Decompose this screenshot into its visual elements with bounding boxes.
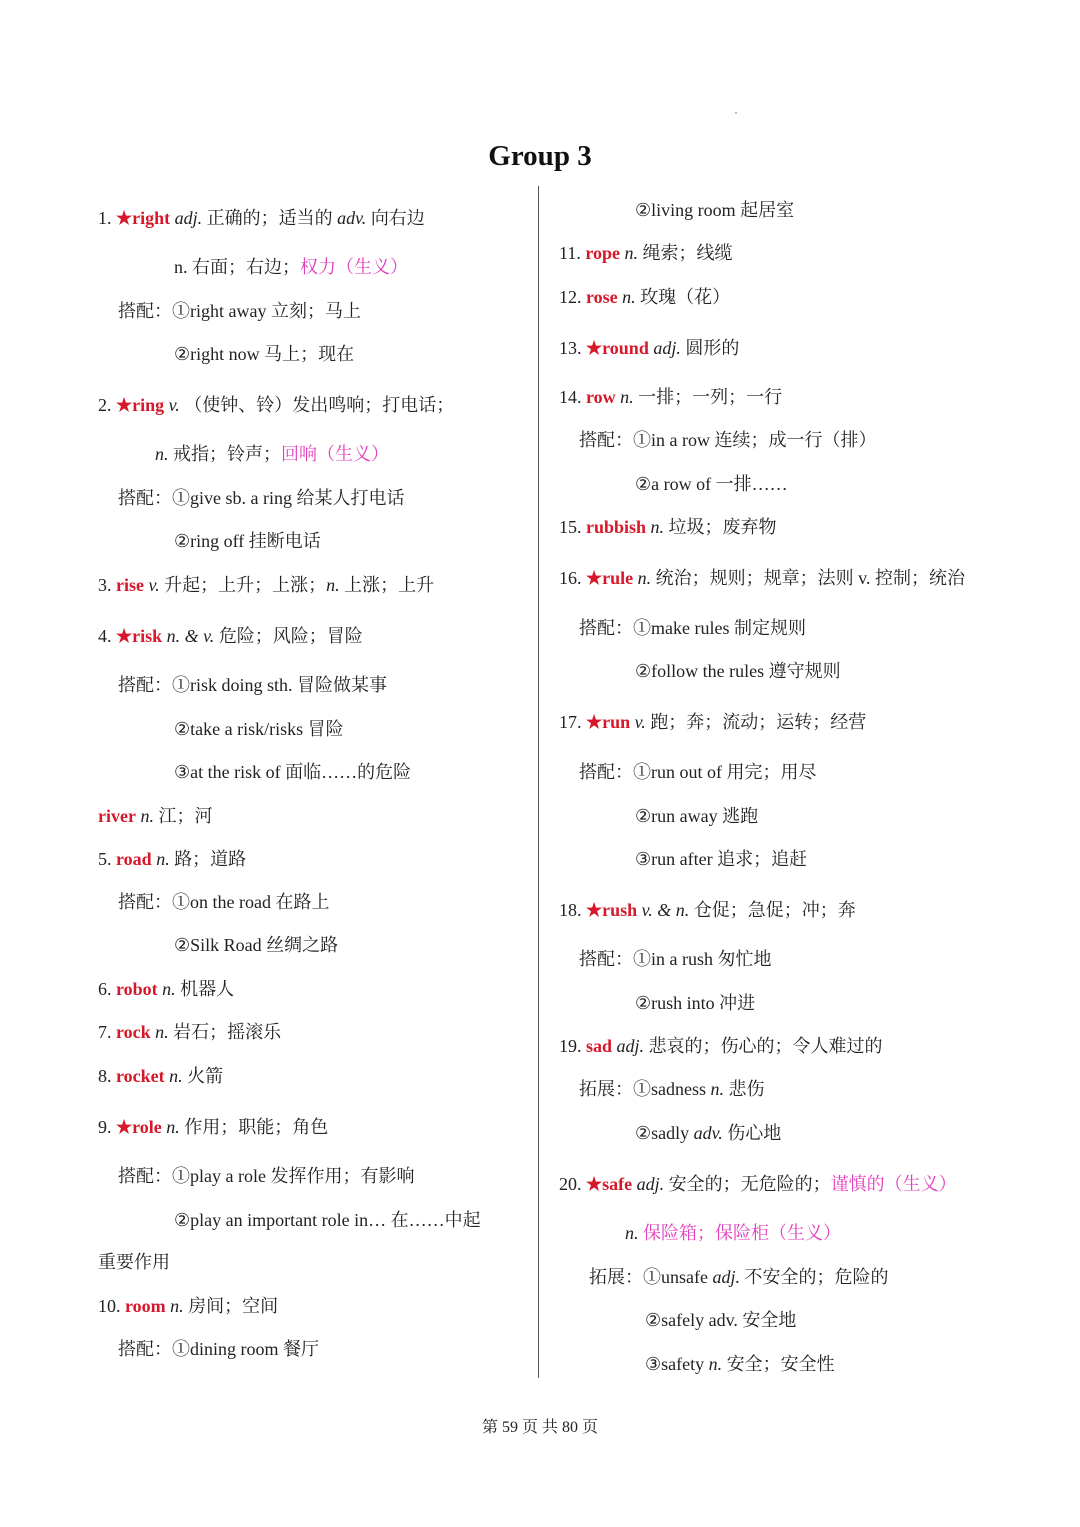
part-of-speech: v.	[630, 712, 646, 732]
headword: ★ring	[116, 395, 165, 415]
part-of-speech: adj.	[712, 1267, 740, 1287]
headword: rocket	[116, 1066, 165, 1086]
vocab-line	[635, 804, 758, 828]
vocab-line	[589, 1265, 889, 1289]
line-text: 悲哀的；伤心的；令人难过的	[644, 1036, 883, 1056]
headword: ★safe	[586, 1174, 633, 1194]
part-of-speech: v.	[143, 575, 160, 595]
headword: road	[116, 849, 152, 869]
part-of-speech: n.	[155, 444, 169, 464]
part-of-speech: n.	[625, 1223, 639, 1243]
vocab-line	[635, 659, 841, 683]
headword: rise	[116, 575, 144, 595]
line-text: ②a row of 一排……	[635, 474, 788, 494]
line-text: 搭配：①in a rush 匆忙地	[579, 949, 772, 969]
line-text: ②rush into 冲进	[635, 993, 756, 1013]
vocab-line	[559, 241, 733, 265]
line-text: n. 右面；右边；	[174, 257, 300, 277]
part-of-speech: v.	[164, 395, 180, 415]
line-text: ③at the risk of 面临……的危险	[174, 762, 412, 782]
line-text: ②living room 起居室	[635, 200, 795, 220]
line-text: 搭配：①dining room 餐厅	[118, 1339, 319, 1359]
extended-meaning: 权力（生义）	[300, 257, 408, 277]
line-text: ②play an important role in… 在……中起	[174, 1210, 481, 1230]
line-text: 6.	[98, 979, 116, 999]
vocab-line	[635, 472, 788, 496]
vocab-line	[579, 428, 876, 452]
line-text: 安全；安全性	[722, 1354, 835, 1374]
part-of-speech: adv.	[693, 1123, 723, 1143]
line-text: ②follow the rules 遵守规则	[635, 661, 841, 681]
part-of-speech: adj.	[612, 1036, 645, 1056]
line-text: ②take a risk/risks 冒险	[174, 719, 344, 739]
vocab-line	[559, 336, 739, 360]
vocab-line	[579, 760, 817, 784]
part-of-speech: adj.	[648, 338, 681, 358]
part-of-speech: n.	[135, 806, 154, 826]
line-text: 拓展：①sadness	[579, 1079, 711, 1099]
line-text: 危险；风险；冒险	[214, 626, 363, 646]
line-text: ②sadly	[635, 1123, 694, 1143]
line-text: 跑；奔；流动；运转；经营	[645, 712, 867, 732]
line-text: 一排；一列；一行	[633, 387, 783, 407]
line-text: 统治；规则；规章；法则 v. 控制；统治	[651, 568, 965, 588]
line-text: 3.	[98, 575, 116, 595]
part-of-speech: v. & n.	[637, 900, 690, 920]
vocab-line	[559, 1034, 883, 1058]
headword: ★run	[586, 712, 631, 732]
line-text: 岩石；摇滚乐	[168, 1022, 282, 1042]
vocab-line	[559, 898, 856, 922]
part-of-speech: n.	[615, 387, 634, 407]
part-of-speech: adj.	[632, 1174, 665, 1194]
line-text: 路；道路	[169, 849, 247, 869]
line-text: 搭配：①give sb. a ring 给某人打电话	[118, 488, 405, 508]
vocab-line	[645, 1308, 796, 1332]
vocab-line	[559, 515, 777, 539]
headword: rose	[586, 287, 618, 307]
headword: ★right	[116, 208, 171, 228]
vocab-line	[559, 566, 965, 590]
part-of-speech: n.	[165, 1296, 184, 1316]
line-text: 13.	[559, 338, 586, 358]
line-text: 搭配：①make rules 制定规则	[579, 618, 806, 638]
line-text: 重要作用	[98, 1252, 170, 1272]
vocab-line	[579, 616, 806, 640]
extended-meaning: 保险箱；保险柜（生义）	[643, 1223, 841, 1243]
line-text: 7.	[98, 1022, 116, 1042]
vocab-line	[559, 710, 866, 734]
extended-meaning: 谨慎的（生义）	[830, 1174, 957, 1194]
vocab-line	[559, 285, 730, 309]
line-text: 12.	[559, 287, 586, 307]
vocab-line	[579, 1077, 765, 1101]
part-of-speech: n. & v.	[162, 626, 215, 646]
line-text: 拓展：①unsafe	[589, 1267, 713, 1287]
line-text: 搭配：①play a role 发挥作用；有影响	[118, 1166, 415, 1186]
part-of-speech: adv.	[337, 208, 367, 228]
headword: ★round	[586, 338, 649, 358]
line-text: 玫瑰（花）	[635, 287, 731, 307]
line-text: ②Silk Road 丝绸之路	[174, 935, 339, 955]
line-text: 机器人	[175, 979, 235, 999]
line-text: 垃圾；废弃物	[664, 517, 777, 537]
line-text: 向右边	[366, 208, 425, 228]
part-of-speech: n.	[150, 1022, 169, 1042]
vocab-line	[645, 1352, 835, 1376]
headword: row	[586, 387, 616, 407]
line-text: 17.	[559, 712, 586, 732]
line-text: 20.	[559, 1174, 586, 1194]
line-text: 搭配：①run out of 用完；用尽	[579, 762, 817, 782]
headword: ★rule	[586, 568, 634, 588]
line-text: 2.	[98, 395, 116, 415]
line-text: 16.	[559, 568, 586, 588]
headword: rubbish	[586, 517, 647, 537]
vocab-line	[559, 1172, 957, 1196]
headword: sad	[586, 1036, 613, 1056]
part-of-speech: n.	[646, 517, 665, 537]
line-text: 15.	[559, 517, 586, 537]
line-text: 19.	[559, 1036, 586, 1056]
line-text: （使钟、铃）发出鸣响；打电话；	[179, 395, 455, 415]
headword: river	[98, 806, 136, 826]
line-text: 9.	[98, 1117, 116, 1137]
line-text: ②ring off 挂断电话	[174, 531, 321, 551]
line-text: 上涨；上升	[339, 575, 435, 595]
line-text: 悲伤	[724, 1079, 765, 1099]
line-text: 戒指；铃声；	[168, 444, 281, 464]
part-of-speech: n.	[620, 243, 639, 263]
line-text: 8.	[98, 1066, 116, 1086]
line-text: 不安全的；危险的	[740, 1267, 889, 1287]
line-text: 正确的；适当的	[202, 208, 338, 228]
part-of-speech: n.	[164, 1066, 183, 1086]
vocab-line	[559, 385, 782, 409]
part-of-speech: n.	[633, 568, 652, 588]
part-of-speech: n.	[161, 1117, 180, 1137]
line-text: ②safely adv. 安全地	[645, 1310, 797, 1330]
headword: ★risk	[116, 626, 163, 646]
vocab-line	[635, 847, 807, 871]
line-text: 绳索；线缆	[638, 243, 733, 263]
part-of-speech: n.	[157, 979, 176, 999]
line-text: 1.	[98, 208, 116, 228]
line-text: 仓促；急促；冲；奔	[689, 900, 856, 920]
headword: ★role	[116, 1117, 162, 1137]
extended-meaning: 回响（生义）	[281, 444, 389, 464]
headword: robot	[116, 979, 158, 999]
headword: rock	[116, 1022, 151, 1042]
line-text: 18.	[559, 900, 586, 920]
vocab-line	[579, 947, 772, 971]
page-footer: 第 59 页 共 80 页	[481, 1419, 598, 1436]
line-text: 升起；上升；上涨；	[159, 575, 327, 595]
line-text: ②right now 马上；现在	[174, 344, 355, 364]
line-text: 江；河	[153, 806, 213, 826]
headword: room	[125, 1296, 166, 1316]
part-of-speech: n.	[326, 575, 340, 595]
line-text: 5.	[98, 849, 116, 869]
vocab-line	[635, 198, 794, 222]
line-text: ②run away 逃跑	[635, 806, 759, 826]
line-text: 11.	[559, 243, 586, 263]
line-text: ③run after 追求；追赶	[635, 849, 808, 869]
line-text: 安全的；无危险的；	[664, 1174, 831, 1194]
line-text: 搭配：①on the road 在路上	[118, 892, 330, 912]
headword: rope	[585, 243, 621, 263]
vocab-line	[635, 1121, 781, 1145]
line-text: 搭配：①risk doing sth. 冒险做某事	[118, 675, 388, 695]
part-of-speech: n.	[708, 1354, 723, 1374]
part-of-speech: n.	[710, 1079, 724, 1099]
vocab-line	[635, 991, 755, 1015]
line-text: 房间；空间	[183, 1296, 279, 1316]
line-text: 火箭	[182, 1066, 224, 1086]
part-of-speech: n.	[151, 849, 170, 869]
part-of-speech: adj.	[170, 208, 203, 228]
part-of-speech: n.	[617, 287, 636, 307]
line-text: 10.	[98, 1296, 125, 1316]
page-title: Group 3	[488, 140, 592, 172]
line-text: 作用；职能；角色	[179, 1117, 329, 1137]
line-text: 4.	[98, 626, 116, 646]
headword: ★rush	[586, 900, 638, 920]
line-text: 圆形的	[680, 338, 740, 358]
line-text: 搭配：①in a row 连续；成一行（排）	[579, 430, 877, 450]
line-text: 伤心地	[722, 1123, 782, 1143]
line-text: 搭配：①right away 立刻；马上	[118, 301, 361, 321]
line-text: ③safety	[645, 1354, 709, 1374]
vocab-line	[625, 1221, 841, 1245]
line-text: 14.	[559, 387, 586, 407]
